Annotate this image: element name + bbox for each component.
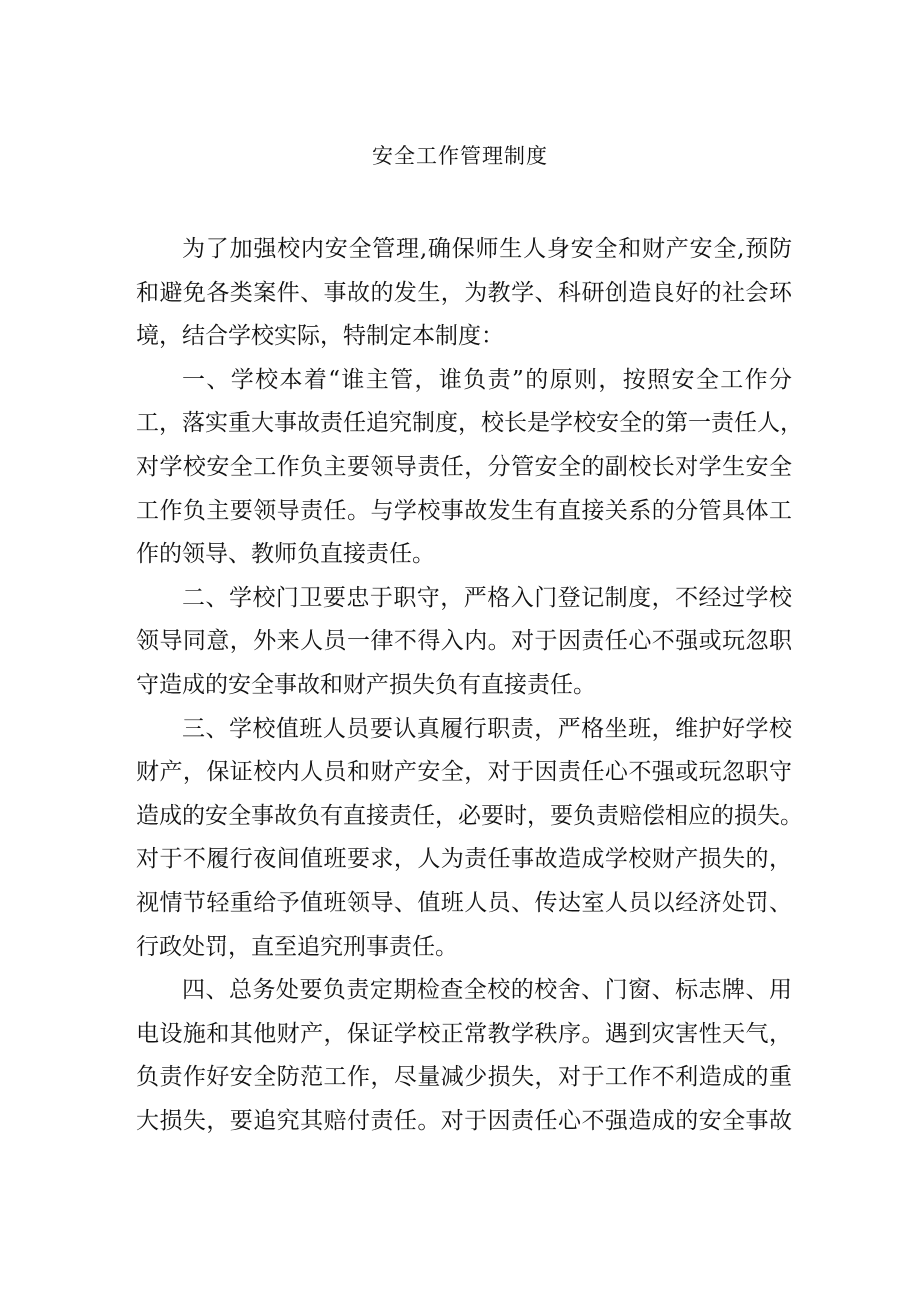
text-line: 三、学校值班人员要认真履行职责，严格坐班，维护好学校	[182, 715, 792, 742]
text-line: 为了加强校内安全管理,确保师生人身安全和财产安全,预防	[182, 236, 792, 262]
text-line: 对于不履行夜间值班要求，人为责任事故造成学校财产损失的，	[136, 846, 792, 873]
paragraph-intro	[136, 228, 792, 359]
text-line: 和避免各类案件、事故的发生，为教学、科研创造良好的社会环	[136, 279, 792, 306]
text-line: 境，结合学校实际，特制定本制度：	[136, 323, 504, 350]
text-line: 视情节轻重给予值班领导、值班人员、传达室人员以经济处罚、	[136, 889, 792, 916]
text-line: 财产，保证校内人员和财产安全，对于因责任心不强或玩忽职守	[136, 759, 792, 786]
text-line: 四、总务处要负责定期检查全校的校舍、门窗、标志牌、用	[182, 977, 792, 1004]
text-line: 对学校安全工作负主要领导责任，分管安全的副校长对学生安全	[136, 453, 792, 480]
text-line: 守造成的安全事故和财产损失负有直接责任。	[136, 671, 596, 698]
text-line: 电设施和其他财产，保证学校正常教学秩序。遇到灾害性天气，	[136, 1020, 792, 1047]
document-body	[136, 228, 803, 1143]
text-line: 大损失，要追究其赔付责任。对于因责任心不强造成的安全事故	[136, 1107, 792, 1134]
text-line: 工作负主要领导责任。与学校事故发生有直接关系的分管具体工	[136, 497, 792, 524]
text-line: 作的领导、教师负直接责任。	[136, 541, 435, 568]
text-line: 工，落实重大事故责任追究制度，校长是学校安全的第一责任人，	[136, 410, 803, 437]
paragraph-article-4	[136, 969, 792, 1143]
paragraph-article-1	[136, 359, 803, 577]
text-line: 一、学校本着“谁主管，谁负责”的原则，按照安全工作分	[182, 366, 792, 393]
document-title: 安全工作管理制度	[372, 144, 548, 168]
text-line: 领导同意，外来人员一律不得入内。对于因责任心不强或玩忽职	[136, 628, 792, 655]
paragraph-article-3	[136, 708, 803, 970]
text-line: 负责作好安全防范工作，尽量减少损失，对于工作不利造成的重	[136, 1064, 792, 1091]
text-line: 行政处罚，直至追究刑事责任。	[136, 933, 458, 960]
paragraph-article-2	[136, 577, 792, 708]
text-line: 二、学校门卫要忠于职守，严格入门登记制度，不经过学校	[182, 584, 792, 611]
text-line: 造成的安全事故负有直接责任，必要时，要负责赔偿相应的损失。	[136, 802, 803, 829]
